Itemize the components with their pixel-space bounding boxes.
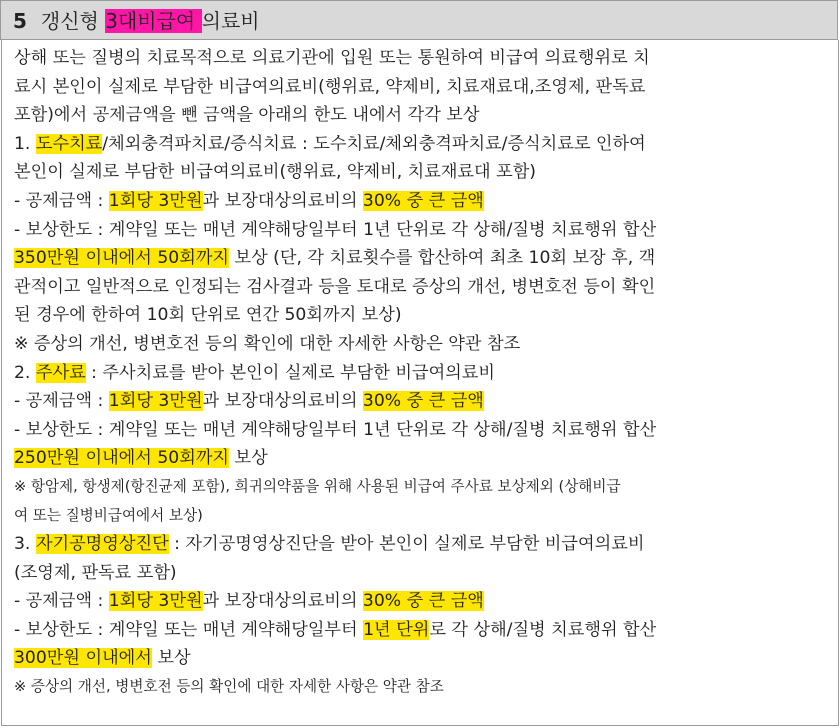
limit-text-2: 로 각 상해/질병 치료행위 합산	[429, 619, 657, 640]
section-header	[0, 0, 838, 40]
deductible-text: 과 보장대상의료비의	[202, 591, 363, 612]
item-2-note-2: 여 또는 질병비급여에서 보상)	[14, 506, 203, 524]
item-1-deductible	[14, 187, 830, 216]
item-2-description: : 주사치료를 받아 본인이 실제로 부담한 비급여의료비	[85, 362, 495, 383]
item-1-heading	[14, 130, 830, 159]
intro-line-3: 포함)에서 공제금액을 뺀 금액을 아래의 한도 내에서 각각 보상	[14, 105, 480, 126]
item-3-description: : 자기공명영상진단을 받아 본인이 실제로 부담한 비급여의료비	[168, 534, 645, 555]
limit-text: 보상	[229, 448, 268, 469]
item-3-limit	[14, 616, 830, 645]
item-3-limit-amount	[14, 644, 830, 673]
deductible-fixed: 1회당 3만원	[108, 591, 203, 612]
limit-period-highlight: 1년 단위	[363, 619, 430, 640]
section-title-suffix: 의료비	[201, 9, 260, 33]
item-2-heading	[14, 359, 830, 388]
item-1-description: /체외충격파치료/증식치료 : 도수치료/체외충격파치료/증식치료로 인하여	[102, 133, 646, 154]
section-title-prefix: 갱신형	[40, 9, 106, 33]
deductible-text: 과 보장대상의료비의	[202, 391, 363, 412]
limit-highlight: 300만원 이내에서	[14, 648, 152, 669]
deductible-label: - 공제금액 :	[14, 391, 109, 412]
deductible-label: - 공제금액 :	[14, 591, 109, 612]
deductible-label: - 공제금액 :	[14, 190, 109, 211]
deductible-percent: 30% 중 큰 금액	[362, 591, 484, 612]
item-3-deductible	[14, 587, 830, 616]
item-1-limit-amount	[14, 244, 830, 273]
section-number: 5	[13, 9, 27, 33]
limit-highlight: 250만원 이내에서 50회까지	[14, 448, 230, 469]
item-1-limit: - 보상한도 : 계약일 또는 매년 계약해당일부터 1년 단위로 각 상해/질병 치료행위 합산	[14, 219, 657, 240]
item-3-number: 3.	[14, 534, 36, 555]
item-2-limit: - 보상한도 : 계약일 또는 매년 계약해당일부터 1년 단위로 각 상해/질병 치료행위 합산	[14, 419, 657, 440]
item-1-description-cont: 본인이 실제로 부담한 비급여의료비(행위료, 약제비, 치료재료대 포함)	[14, 162, 537, 183]
deductible-text: 과 보장대상의료비의	[202, 190, 363, 211]
item-1-name: 도수치료	[35, 133, 103, 154]
item-1-limit-cont-2: 된 경우에 한하여 10회 단위로 연간 50회까지 보상)	[14, 305, 402, 326]
coverage-description-box	[1, 40, 839, 726]
item-3-heading	[14, 530, 830, 559]
item-2-name: 주사료	[35, 362, 86, 383]
limit-text: - 보상한도 : 계약일 또는 매년 계약해당일부터	[14, 619, 364, 640]
limit-text: 보상 (단, 각 치료횟수를 합산하여 최초 10회 보장 후, 객	[229, 248, 656, 269]
item-2-limit-amount	[14, 444, 830, 473]
item-1-note: ※ 증상의 개선, 병변호전 등의 확인에 대한 자세한 사항은 약관 참조	[14, 333, 521, 354]
limit-highlight: 350만원 이내에서 50회까지	[14, 248, 230, 269]
item-2-note-1: ※ 항암제, 항생제(항진균제 포함), 희귀의약품을 위해 사용된 비급여 주사료 보상제외 (상해비급	[14, 477, 621, 495]
item-2-number: 2.	[14, 362, 36, 383]
deductible-fixed: 1회당 3만원	[108, 190, 203, 211]
deductible-percent: 30% 중 큰 금액	[362, 190, 484, 211]
limit-text: 보상	[151, 648, 191, 669]
item-3-name: 자기공명영상진단	[35, 534, 169, 555]
item-1-limit-cont-1: 관적이고 일반적으로 인정되는 검사결과 등을 토대로 증상의 개선, 병변호전 등이 확인	[14, 276, 656, 297]
intro-line-1: 상해 또는 질병의 치료목적으로 의료기관에 입원 또는 통원하여 비급여 의료행위로 치	[14, 48, 650, 68]
intro-line-2: 료시 본인이 실제로 부담한 비급여의료비(행위료, 약제비, 치료재료대,조영제, 판독료	[14, 76, 646, 97]
item-3-note: ※ 증상의 개선, 병변호전 등의 확인에 대한 자세한 사항은 약관 참조	[14, 678, 444, 696]
item-1-number: 1.	[14, 133, 36, 154]
deductible-fixed: 1회당 3만원	[108, 391, 203, 412]
section-title-highlight: 3대비급여	[105, 9, 202, 33]
item-2-deductible	[14, 387, 830, 416]
deductible-percent: 30% 중 큰 금액	[362, 391, 484, 412]
item-3-description-cont: (조영제, 판독료 포함)	[14, 562, 177, 583]
